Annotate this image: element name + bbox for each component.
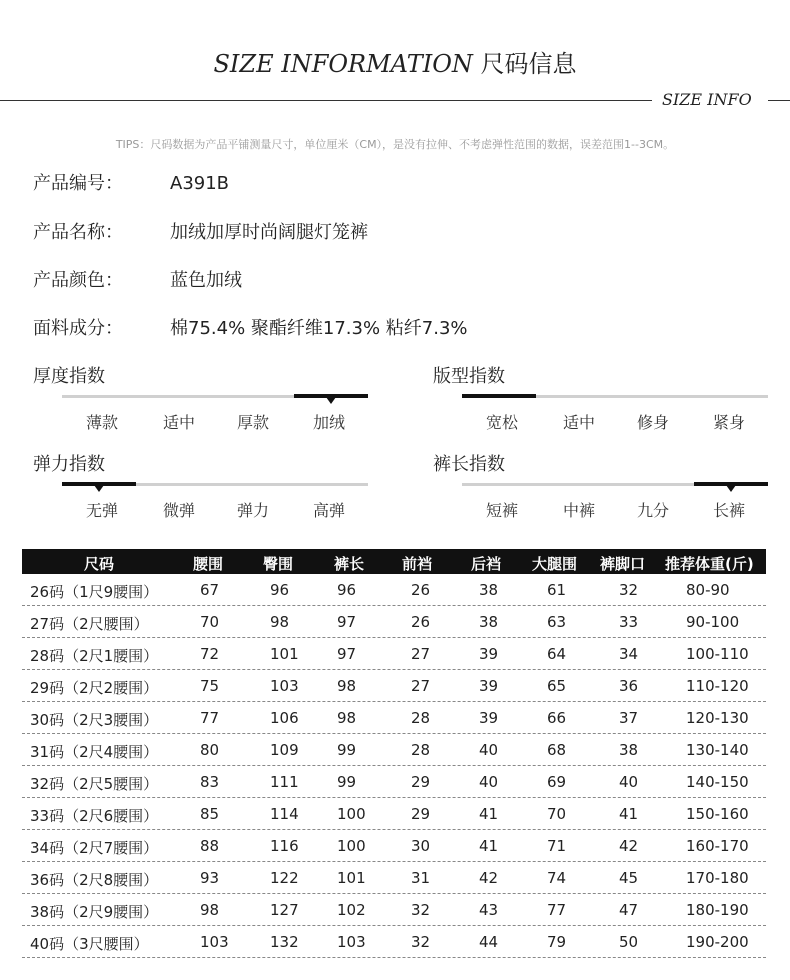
column-header-front-rise: 前裆	[402, 555, 433, 573]
cell-size: 31码（2尺4腰围）	[30, 743, 159, 761]
cell-thigh: 71	[547, 837, 567, 855]
cell-weight: 150-160	[686, 805, 749, 823]
cell-weight: 160-170	[686, 837, 749, 855]
length-option: 九分	[636, 501, 669, 520]
table-row	[22, 638, 766, 670]
cell-hip: 114	[270, 805, 299, 823]
cell-size: 33码（2尺6腰围）	[30, 807, 159, 825]
title-chinese: 尺码信息	[480, 50, 577, 78]
column-header-leg-opening: 裤脚口	[600, 555, 646, 573]
product-color-label: 产品颜色：	[33, 270, 123, 291]
cell-weight: 140-150	[686, 773, 749, 791]
cell-waist: 72	[200, 645, 220, 663]
product-name-value: 加绒加厚时尚阔腿灯笼裤	[170, 222, 368, 243]
size-table	[22, 549, 766, 958]
cell-leg-opening: 42	[619, 837, 639, 855]
cell-front-rise: 31	[411, 869, 431, 887]
cell-thigh: 70	[547, 805, 567, 823]
cell-size: 26码（1尺9腰围）	[30, 583, 159, 601]
cell-back-rise: 40	[479, 773, 499, 791]
column-header-weight: 推荐体重(斤)	[665, 555, 754, 573]
cell-waist: 75	[200, 677, 220, 695]
cell-weight: 170-180	[686, 869, 749, 887]
elasticity-option: 微弹	[162, 501, 195, 520]
cell-waist: 88	[200, 837, 220, 855]
product-name-row	[33, 218, 368, 244]
cell-size: 27码（2尺腰围）	[30, 615, 149, 633]
cell-length: 99	[337, 741, 357, 759]
product-color-row	[33, 266, 242, 292]
cell-leg-opening: 33	[619, 613, 639, 631]
product-name-label: 产品名称：	[33, 222, 123, 243]
thickness-option: 适中	[162, 413, 195, 432]
fabric-composition-value: 棉75.4% 聚酯纤维17.3% 粘纤7.3%	[170, 318, 468, 339]
cell-leg-opening: 45	[619, 869, 639, 887]
product-code-value: A391B	[170, 173, 230, 194]
cell-hip: 127	[270, 901, 299, 919]
column-header-back-rise: 后裆	[471, 555, 502, 573]
cell-waist: 93	[200, 869, 220, 887]
cell-front-rise: 26	[411, 613, 431, 631]
cell-thigh: 66	[547, 709, 567, 727]
title-english: SIZE INFORMATION	[213, 50, 473, 78]
table-row	[22, 670, 766, 702]
cell-hip: 103	[270, 677, 299, 695]
fit-option: 修身	[636, 413, 669, 432]
cell-waist: 83	[200, 773, 220, 791]
cell-leg-opening: 41	[619, 805, 639, 823]
cell-thigh: 61	[547, 581, 567, 599]
cell-thigh: 77	[547, 901, 567, 919]
cell-back-rise: 44	[479, 933, 499, 951]
cell-leg-opening: 37	[619, 709, 639, 727]
cell-leg-opening: 47	[619, 901, 639, 919]
cell-leg-opening: 34	[619, 645, 639, 663]
length-index-bar	[462, 483, 768, 486]
cell-front-rise: 29	[411, 773, 431, 791]
column-header-length: 裤长	[334, 555, 365, 573]
cell-back-rise: 41	[479, 837, 499, 855]
cell-weight: 80-90	[686, 581, 730, 599]
cell-back-rise: 39	[479, 709, 499, 727]
elasticity-option: 弹力	[236, 501, 269, 520]
table-body	[22, 574, 766, 958]
cell-weight: 190-200	[686, 933, 749, 951]
column-header-hip: 臀围	[263, 555, 294, 573]
cell-hip: 109	[270, 741, 299, 759]
cell-waist: 67	[200, 581, 220, 599]
cell-back-rise: 38	[479, 581, 499, 599]
elasticity-index-title: 弹力指数	[33, 454, 105, 475]
thickness-index-bar	[62, 395, 368, 398]
cell-thigh: 79	[547, 933, 567, 951]
elasticity-option: 高弹	[312, 501, 345, 520]
cell-front-rise: 27	[411, 645, 431, 663]
cell-length: 102	[337, 901, 366, 919]
cell-size: 34码（2尺7腰围）	[30, 839, 159, 857]
cell-weight: 180-190	[686, 901, 749, 919]
table-row	[22, 606, 766, 638]
cell-front-rise: 28	[411, 709, 431, 727]
cell-back-rise: 39	[479, 645, 499, 663]
cell-front-rise: 30	[411, 837, 431, 855]
cell-size: 29码（2尺2腰围）	[30, 679, 159, 697]
fit-option: 紧身	[712, 413, 745, 432]
table-row	[22, 574, 766, 606]
cell-weight: 110-120	[686, 677, 749, 695]
cell-back-rise: 39	[479, 677, 499, 695]
thickness-pointer-icon	[326, 397, 336, 404]
table-row	[22, 798, 766, 830]
cell-weight: 100-110	[686, 645, 749, 663]
cell-front-rise: 29	[411, 805, 431, 823]
divider-right	[768, 100, 790, 101]
fit-index-bar	[462, 395, 768, 398]
cell-thigh: 64	[547, 645, 567, 663]
table-header-row	[22, 549, 766, 574]
cell-waist: 77	[200, 709, 220, 727]
cell-hip: 111	[270, 773, 299, 791]
cell-size: 28码（2尺1腰围）	[30, 647, 159, 665]
elasticity-pointer-icon	[94, 485, 104, 492]
table-row	[22, 702, 766, 734]
fit-index-title: 版型指数	[433, 366, 505, 387]
cell-waist: 70	[200, 613, 220, 631]
length-pointer-icon	[726, 485, 736, 492]
column-header-size: 尺码	[84, 555, 115, 573]
table-row	[22, 926, 766, 958]
table-row	[22, 894, 766, 926]
cell-hip: 96	[270, 581, 290, 599]
cell-waist: 85	[200, 805, 220, 823]
cell-length: 97	[337, 613, 357, 631]
cell-length: 96	[337, 581, 357, 599]
cell-front-rise: 27	[411, 677, 431, 695]
cell-length: 97	[337, 645, 357, 663]
thickness-index-title: 厚度指数	[33, 366, 105, 387]
cell-length: 100	[337, 837, 366, 855]
elasticity-index-bar	[62, 483, 368, 486]
fit-option: 适中	[562, 413, 595, 432]
length-option-selected: 长裤	[712, 501, 745, 520]
cell-waist: 80	[200, 741, 220, 759]
length-index-title: 裤长指数	[433, 454, 505, 475]
cell-front-rise: 28	[411, 741, 431, 759]
length-option: 中裤	[562, 501, 595, 520]
cell-thigh: 69	[547, 773, 567, 791]
subtitle: SIZE INFO	[662, 90, 752, 109]
fit-option-selected: 宽松	[485, 413, 518, 432]
cell-length: 103	[337, 933, 366, 951]
cell-waist: 103	[200, 933, 229, 951]
column-header-waist: 腰围	[193, 555, 224, 573]
fit-selected-segment	[462, 394, 536, 398]
product-code-row	[33, 169, 229, 195]
table-row	[22, 830, 766, 862]
cell-size: 36码（2尺8腰围）	[30, 871, 159, 889]
cell-weight: 120-130	[686, 709, 749, 727]
cell-leg-opening: 50	[619, 933, 639, 951]
cell-length: 101	[337, 869, 366, 887]
cell-back-rise: 41	[479, 805, 499, 823]
product-code-label: 产品编号：	[33, 173, 123, 194]
table-row	[22, 862, 766, 894]
cell-front-rise: 32	[411, 901, 431, 919]
cell-weight: 90-100	[686, 613, 740, 631]
cell-thigh: 65	[547, 677, 567, 695]
cell-hip: 122	[270, 869, 299, 887]
tips-text: TIPS：尺码数据为产品平铺测量尺寸，单位厘米（CM），是没有拉伸、不考虑弹性范围的数据，误差范围1--3CM。	[115, 138, 675, 151]
cell-size: 30码（2尺3腰围）	[30, 711, 159, 729]
thickness-option-selected: 加绒	[312, 413, 345, 432]
thickness-option: 厚款	[236, 413, 269, 432]
cell-size: 40码（3尺腰围）	[30, 935, 149, 953]
cell-back-rise: 42	[479, 869, 499, 887]
cell-size: 32码（2尺5腰围）	[30, 775, 159, 793]
cell-weight: 130-140	[686, 741, 749, 759]
cell-back-rise: 40	[479, 741, 499, 759]
cell-hip: 106	[270, 709, 299, 727]
cell-hip: 101	[270, 645, 299, 663]
table-row	[22, 766, 766, 798]
cell-hip: 98	[270, 613, 290, 631]
cell-leg-opening: 36	[619, 677, 639, 695]
cell-leg-opening: 32	[619, 581, 639, 599]
cell-leg-opening: 38	[619, 741, 639, 759]
cell-thigh: 74	[547, 869, 567, 887]
divider-left	[0, 100, 652, 101]
fabric-composition-label: 面料成分：	[33, 318, 123, 339]
cell-size: 38码（2尺9腰围）	[30, 903, 159, 921]
page-title	[0, 44, 790, 79]
cell-leg-opening: 40	[619, 773, 639, 791]
product-color-value: 蓝色加绒	[170, 270, 242, 291]
fabric-composition-row	[33, 314, 468, 340]
cell-thigh: 68	[547, 741, 567, 759]
length-option: 短裤	[485, 501, 518, 520]
column-header-thigh: 大腿围	[532, 555, 578, 573]
elasticity-option-selected: 无弹	[85, 501, 118, 520]
cell-front-rise: 26	[411, 581, 431, 599]
cell-back-rise: 43	[479, 901, 499, 919]
cell-back-rise: 38	[479, 613, 499, 631]
cell-hip: 116	[270, 837, 299, 855]
cell-length: 98	[337, 709, 357, 727]
cell-length: 98	[337, 677, 357, 695]
cell-thigh: 63	[547, 613, 567, 631]
cell-waist: 98	[200, 901, 220, 919]
table-row	[22, 734, 766, 766]
cell-front-rise: 32	[411, 933, 431, 951]
cell-hip: 132	[270, 933, 299, 951]
thickness-option: 薄款	[85, 413, 118, 432]
cell-length: 100	[337, 805, 366, 823]
cell-length: 99	[337, 773, 357, 791]
